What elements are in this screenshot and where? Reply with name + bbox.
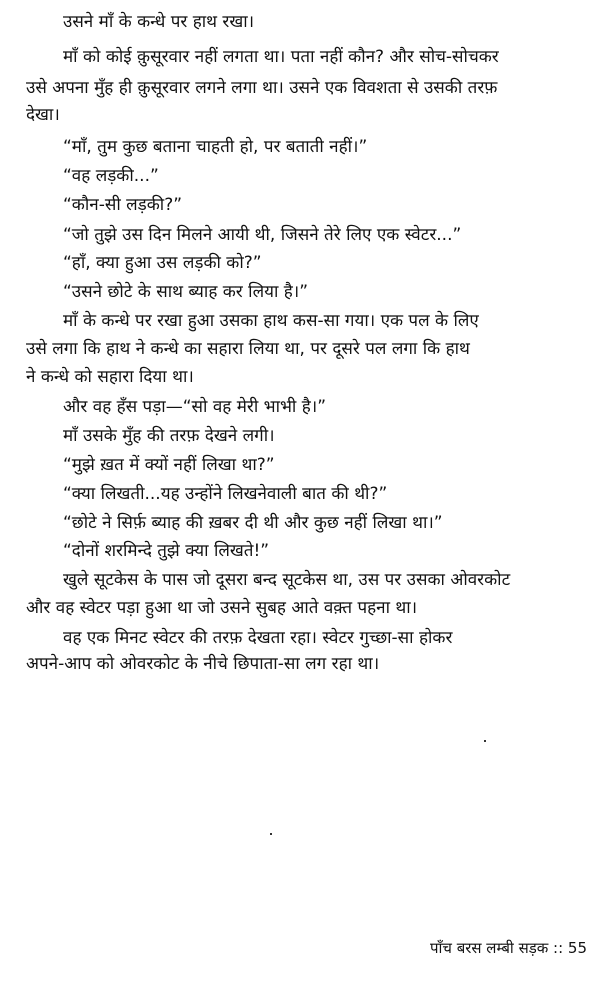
- text-line-19: “दोनों शरमिन्दे तुझे क्या लिखते!”: [63, 541, 270, 561]
- text-line-16: “मुझे ख़त में क्यों नहीं लिखा था?”: [63, 455, 275, 475]
- text-line-23: अपने-आप को ओवरकोट के नीचे छिपाता-सा लग रहा था।: [26, 654, 380, 674]
- text-line-20: खुले सूटकेस के पास जो दूसरा बन्द सूटकेस था, उस पर उसका ओवरकोट: [63, 570, 511, 590]
- text-line-11: माँ के कन्धे पर रखा हुआ उसका हाथ कस-सा गया। एक पल के लिए: [63, 311, 479, 331]
- text-line-9: “हाँ, क्या हुआ उस लड़की को?”: [63, 253, 262, 273]
- text-line-17: “क्या लिखती...यह उन्होंने लिखनेवाली बात की थी?”: [63, 484, 388, 504]
- text-line-7: “कौन-सी लड़की?”: [63, 195, 183, 215]
- text-line-8: “जो तुझे उस दिन मिलने आयी थी, जिसने तेरे लिए एक स्वेटर...”: [63, 225, 462, 245]
- text-line-2: माँ को कोई क़ुसूरवार नहीं लगता था। पता नहीं कौन? और सोच-सोचकर: [63, 47, 499, 67]
- page-footer: पाँच बरस लम्बी सड़क :: 55: [430, 939, 587, 957]
- text-line-6: “वह लड़की...”: [63, 166, 159, 186]
- text-line-10: “उसने छोटे के साथ ब्याह कर लिया है।”: [63, 282, 309, 302]
- print-speck: [484, 740, 486, 742]
- text-line-12: उसे लगा कि हाथ ने कन्धे का सहारा लिया था, पर दूसरे पल लगा कि हाथ: [26, 339, 470, 359]
- text-line-1: उसने माँ के कन्धे पर हाथ रखा।: [63, 12, 255, 32]
- text-line-21: और वह स्वेटर पड़ा हुआ था जो उसने सुबह आते वक़्त पहना था।: [26, 598, 418, 618]
- print-speck: [270, 833, 272, 835]
- text-line-3: उसे अपना मुँह ही क़ुसूरवार लगने लगा था। उसने एक विवशता से उसकी तरफ़: [26, 78, 498, 98]
- text-line-22: वह एक मिनट स्वेटर की तरफ़ देखता रहा। स्वेटर गुच्छा-सा होकर: [63, 628, 453, 648]
- text-line-5: “माँ, तुम कुछ बताना चाहती हो, पर बताती नहीं।”: [63, 137, 368, 157]
- text-line-4: देखा।: [26, 105, 60, 125]
- text-line-13: ने कन्धे को सहारा दिया था।: [26, 367, 194, 387]
- text-line-14: और वह हँस पड़ा—“सो वह मेरी भाभी है।”: [63, 397, 327, 417]
- text-line-18: “छोटे ने सिर्फ़ ब्याह की ख़बर दी थी और कुछ नहीं लिखा था।”: [63, 513, 443, 533]
- text-line-15: माँ उसके मुँह की तरफ़ देखने लगी।: [63, 426, 275, 446]
